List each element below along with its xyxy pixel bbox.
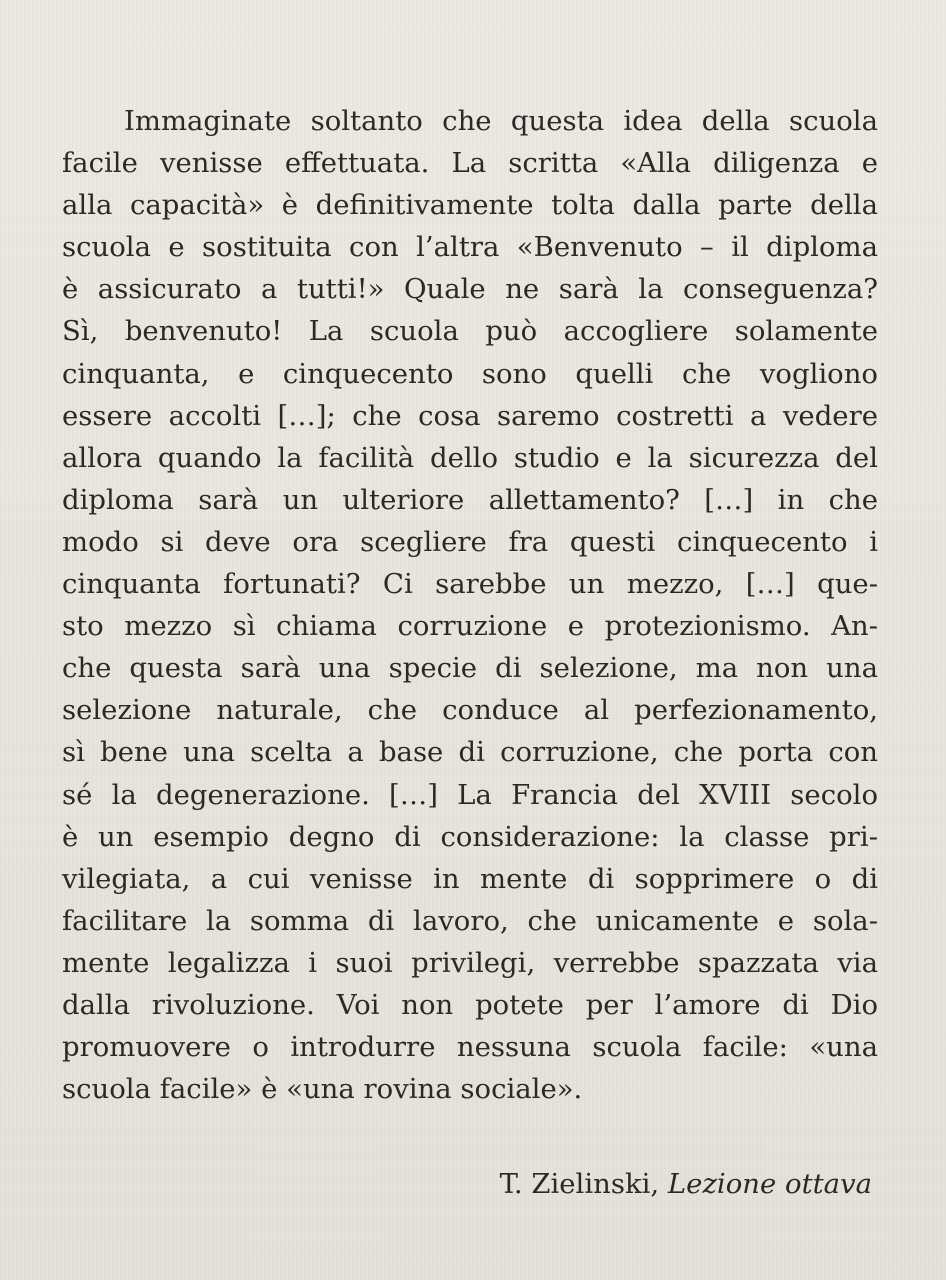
attribution	[500, 1168, 872, 1200]
passage-line: promuovere o introdurre nessuna scuola facile: «una	[62, 1031, 878, 1064]
passage-line: modo si deve ora scegliere fra questi cinquecento i	[62, 525, 878, 558]
passage-line: facilitare la somma di lavoro, che unicamente e sola-	[62, 904, 878, 937]
attribution-work-title: Lezione ottava	[667, 1168, 872, 1200]
passage-line: sì bene una scelta a base di corruzione, che porta con	[62, 736, 878, 769]
passage-line: selezione naturale, che conduce al perfezionamento,	[62, 694, 878, 727]
passage-line: mente legalizza i suoi privilegi, verrebbe spazzata via	[62, 946, 878, 979]
passage-line: essere accolti […]; che cosa saremo costretti a vedere	[62, 399, 878, 432]
passage-line: allora quando la facilità dello studio e la sicurezza del	[62, 441, 878, 474]
passage-line: dalla rivoluzione. Voi non potete per l’amore di Dio	[62, 988, 878, 1021]
passage-line: sto mezzo sì chiama corruzione e protezionismo. An-	[62, 610, 878, 643]
attribution-author: T. Zielinski,	[499, 1168, 660, 1200]
passage-line: vilegiata, a cui venisse in mente di sopprimere o di	[62, 862, 878, 895]
passage-line: cinquanta fortunati? Ci sarebbe un mezzo, […] que-	[62, 568, 878, 601]
passage-line: Sì, benvenuto! La scuola può accogliere solamente	[62, 315, 878, 348]
passage-line: che questa sarà una specie di selezione, ma non una	[62, 652, 878, 685]
passage-line: diploma sarà un ulteriore allettamento? […] in che	[62, 483, 878, 516]
passage-line: è un esempio degno di considerazione: la classe pri-	[62, 820, 878, 853]
passage-line: scuola e sostituita con l’altra «Benvenuto – il diploma	[62, 231, 878, 264]
passage-line: alla capacità» è definitivamente tolta dalla parte della	[62, 189, 878, 222]
passage-line: Immaginate soltanto che questa idea della scuola	[124, 105, 878, 137]
passage-line: è assicurato a tutti!» Quale ne sarà la conseguenza?	[62, 273, 878, 306]
passage-line: facile venisse effettuata. La scritta «Alla diligenza e	[62, 147, 878, 180]
passage-line-last: scuola facile» è «una rovina sociale».	[62, 1073, 583, 1106]
passage-line: sé la degenerazione. […] La Francia del XVIII secolo	[62, 778, 878, 811]
passage-line: cinquanta, e cinquecento sono quelli che vogliono	[62, 357, 878, 390]
quote-passage	[62, 100, 878, 1110]
